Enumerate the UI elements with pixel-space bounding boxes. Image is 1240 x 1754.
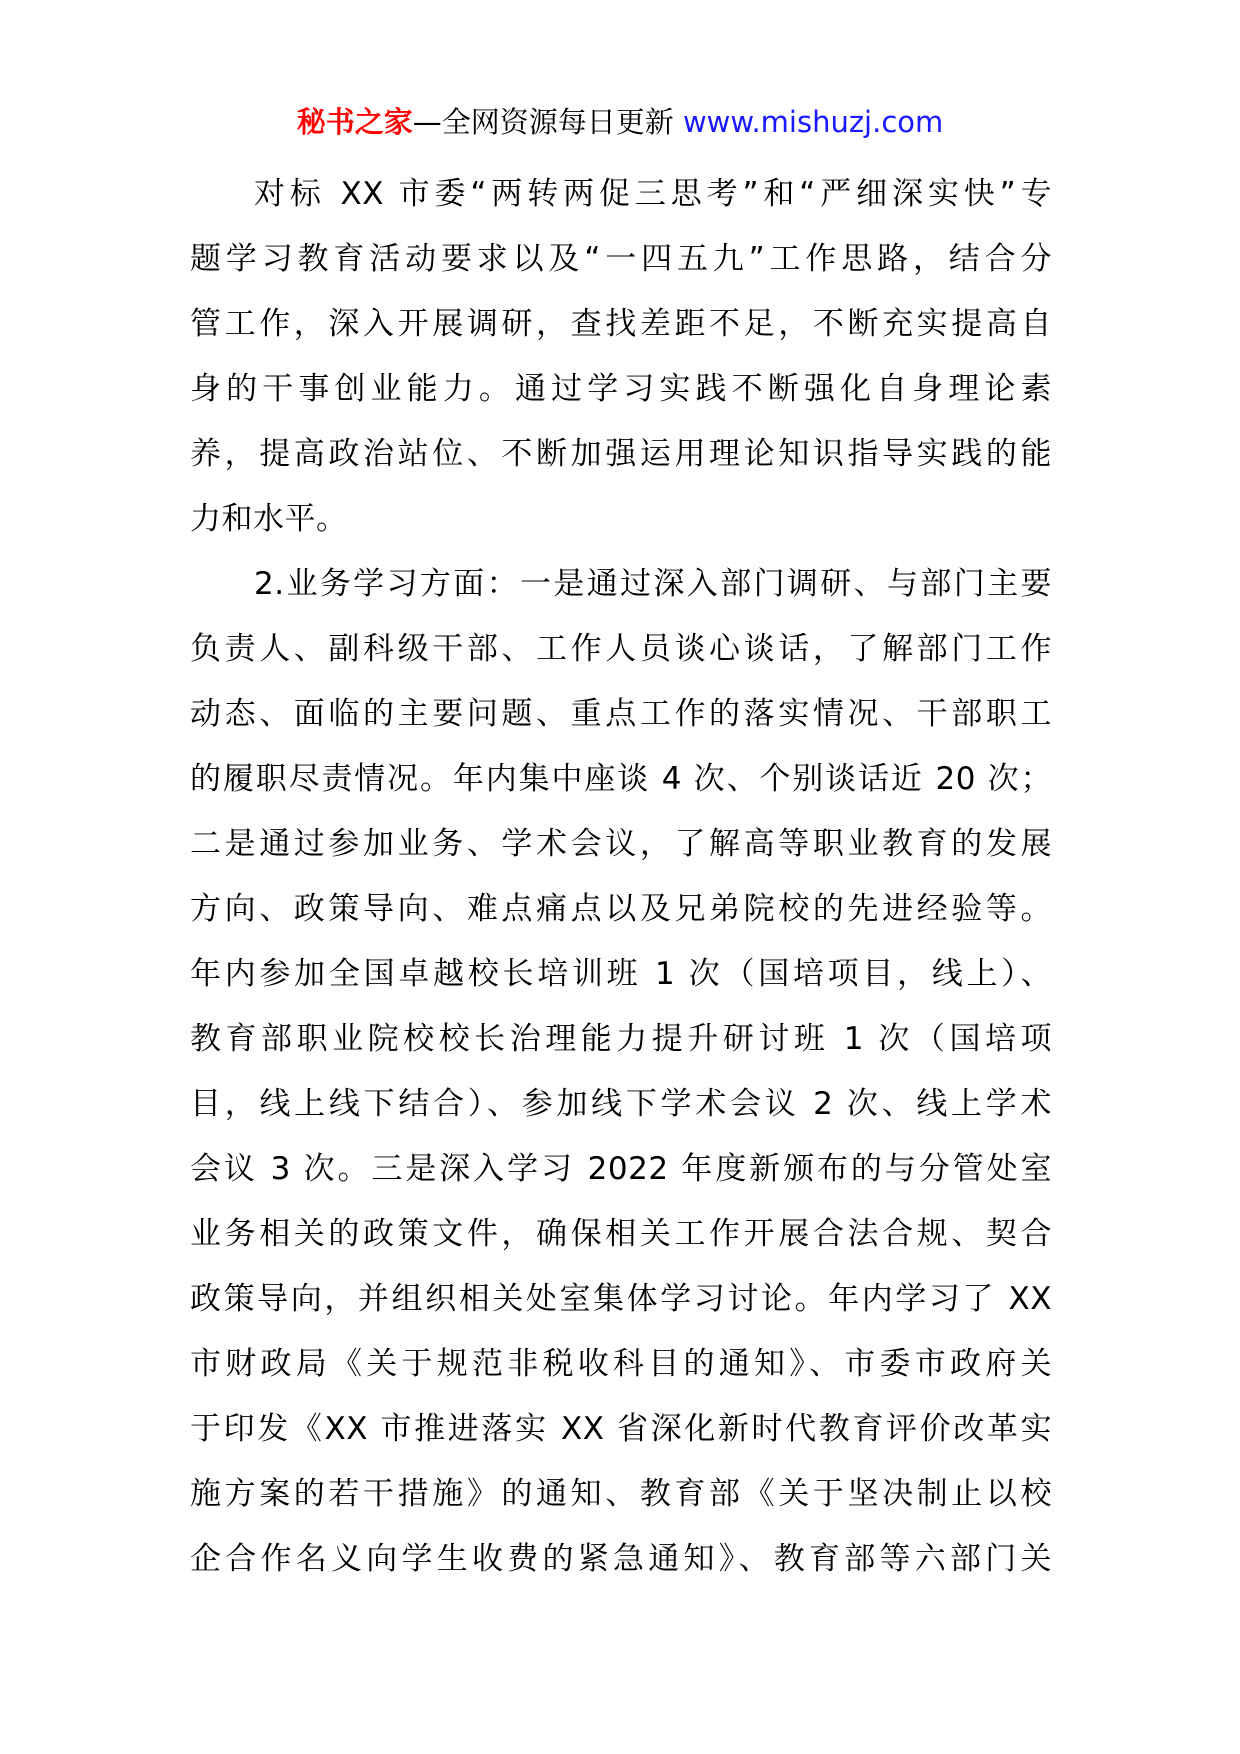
paragraph-line: 负责人、副科级干部、工作人员谈心谈话，了解部门工作	[190, 631, 1052, 667]
paragraph-line: 动态、面临的主要问题、重点工作的落实情况、干部职工	[190, 696, 1052, 732]
paragraph-line: 业务相关的政策文件，确保相关工作开展合法合规、契合	[190, 1216, 1052, 1252]
paragraph-line: 力和水平。	[190, 501, 348, 537]
page-header	[0, 100, 1240, 144]
paragraph-line: 管工作，深入开展调研，查找差距不足，不断充实提高自	[190, 306, 1052, 342]
paragraph-line: 身的干事创业能力。通过学习实践不断强化自身理论素	[190, 371, 1052, 407]
paragraph-line: 目，线上线下结合）、参加线下学术会议 2 次、线上学术	[190, 1086, 1052, 1122]
paragraph-line: 企合作名义向学生收费的紧急通知》、教育部等六部门关	[190, 1541, 1052, 1577]
paragraph-line: 方向、政策导向、难点痛点以及兄弟院校的先进经验等。	[190, 891, 1052, 927]
header-website-link[interactable]: www.mishuzj.com	[682, 105, 944, 139]
paragraph-line: 二是通过参加业务、学术会议，了解高等职业教育的发展	[190, 826, 1052, 862]
paragraph-line: 教育部职业院校校长治理能力提升研讨班 1 次（国培项	[190, 1021, 1052, 1057]
document-body	[190, 162, 1052, 1592]
paragraph-line: 对标 XX 市委“两转两促三思考”和“严细深实快”专	[254, 176, 1052, 212]
paragraph-line: 题学习教育活动要求以及“一四五九”工作思路，结合分	[190, 241, 1052, 277]
paragraph-line: 于印发《XX 市推进落实 XX 省深化新时代教育评价改革实	[190, 1411, 1052, 1447]
paragraph-line: 养，提高政治站位、不断加强运用理论知识指导实践的能	[190, 436, 1052, 472]
paragraph-line: 年内参加全国卓越校长培训班 1 次（国培项目，线上）、	[190, 956, 1052, 992]
paragraph-line: 2.业务学习方面：一是通过深入部门调研、与部门主要	[254, 566, 1052, 602]
paragraph-line: 施方案的若干措施》的通知、教育部《关于坚决制止以校	[190, 1476, 1052, 1512]
paragraph-line: 的履职尽责情况。年内集中座谈 4 次、个别谈话近 20 次；	[190, 761, 1052, 797]
header-brand: 秘书之家	[296, 105, 413, 139]
paragraph-line: 政策导向，并组织相关处室集体学习讨论。年内学习了 XX	[190, 1281, 1052, 1317]
paragraph-line: 会议 3 次。三是深入学习 2022 年度新颁布的与分管处室	[190, 1151, 1052, 1187]
header-slogan: —全网资源每日更新	[412, 105, 683, 139]
paragraph-line: 市财政局《关于规范非税收科目的通知》、市委市政府关	[190, 1346, 1052, 1382]
